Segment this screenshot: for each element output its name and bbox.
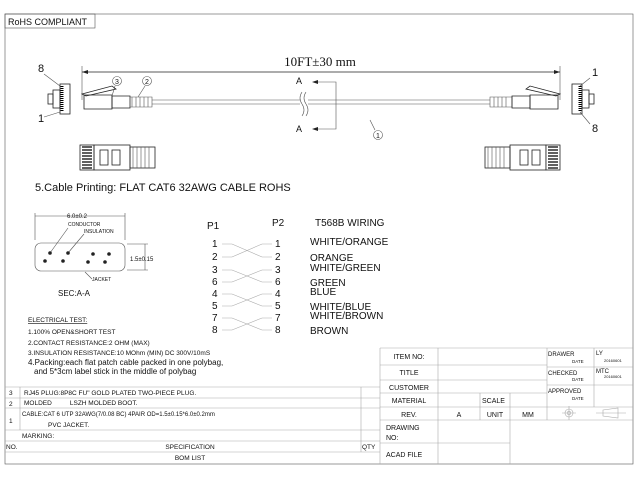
cable-printing-note: 5.Cable Printing: FLAT CAT6 32AWG CABLE ROHS [35,182,291,194]
wire-color: GREEN [310,278,346,289]
wiring-p2-pin: 4 [275,289,281,300]
svg-text:DRAWER: DRAWER [548,352,575,358]
wire-pair-crossing [222,294,272,306]
wiring-p1-pin: 6 [212,277,218,288]
wiring-p2-pin: 2 [275,252,281,263]
wiring-p1-pin: 2 [212,252,218,263]
svg-text:LY: LY [596,351,603,357]
svg-text:DATE: DATE [572,377,584,382]
wiring-p1-pin: 4 [212,289,218,300]
svg-text:ACAD FILE: ACAD FILE [386,452,423,459]
wire-color: WHITE/BROWN [310,311,384,322]
svg-text:20160601: 20160601 [604,358,622,363]
left-plug-side-view [82,86,152,109]
svg-text:1.100% OPEN&SHORT TEST: 1.100% OPEN&SHORT TEST [28,329,116,336]
first-angle-projection-icon [562,406,626,420]
svg-text:A: A [456,412,462,419]
wiring-p2-pin: 7 [275,313,281,324]
pin-label: 8 [592,123,599,135]
callout-2 [143,77,152,87]
right-connector-end-view [572,84,594,114]
svg-text:SPECIFICATION: SPECIFICATION [165,444,215,451]
svg-text:P2: P2 [272,218,285,229]
svg-text:MM: MM [522,412,534,419]
svg-text:DRAWING: DRAWING [386,425,420,432]
wire-color: BROWN [310,326,349,337]
svg-text:INSULATION: INSULATION [84,229,114,235]
section-marker: A [296,76,303,86]
svg-text:3: 3 [9,390,13,397]
electrical-test-notes [28,317,223,376]
svg-text:JACKET: JACKET [92,277,112,283]
svg-text:SCALE: SCALE [482,398,505,405]
rohs-label: RoHS COMPLIANT [8,17,88,27]
svg-text:RJ45 PLUG:8P8C FU" GOLD PLATE: RJ45 PLUG:8P8C FU" GOLD PLATED TWO-PIECE PLUG. [24,390,197,397]
svg-text:2: 2 [145,79,149,86]
svg-text:P1: P1 [207,221,220,232]
svg-text:1: 1 [376,133,380,140]
svg-text:CABLE:CAT 6 UTP 32AWG(7/0.08: CABLE:CAT 6 UTP 32AWG(7/0.08 BC) 4PAIR OD=1.5±0.15*6.0±0.2mm [22,412,215,418]
svg-text:MOLDED LSZH MOLDED BO: MOLDED LSZH MOLDED BOOT. [24,400,138,407]
svg-text:NO.: NO. [6,444,18,451]
length-dimension: 10FT±30 mm [284,54,356,69]
svg-text:DATE: DATE [572,396,584,401]
wiring-p1-pin: 5 [212,301,218,312]
left-plug-top-view [80,145,155,170]
svg-text:4.Packing:each flat patch cabl: 4.Packing:each flat patch cable packed in one polybag, [28,358,224,367]
wire-pair-crossing [222,244,272,257]
svg-text:and 5*3cm label stick in the m: and 5*3cm label stick in the middle of polybag [34,367,197,376]
wiring-diagram [207,218,389,337]
wire-color: WHITE/BLUE [310,302,372,313]
svg-text:CHECKED: CHECKED [548,371,578,377]
callout-3 [113,77,122,87]
svg-text:2: 2 [9,401,13,408]
callout-1 [374,131,383,141]
svg-text:MTC: MTC [596,369,609,375]
left-connector-end-view [48,84,70,114]
wiring-p2-pin: 8 [275,325,281,336]
svg-text:UNIT: UNIT [486,412,504,419]
svg-text:QTY: QTY [362,444,376,451]
wire-color: ORANGE [310,253,354,264]
svg-text:DATE: DATE [572,359,584,364]
pin-label: 1 [592,67,599,79]
svg-text:MATERIAL: MATERIAL [391,398,427,405]
wire-pair-crossing [222,270,272,282]
svg-text:2.CONTACT RESISTANCE:2 OHM (MA: 2.CONTACT RESISTANCE:2 OHM (MAX) [28,340,150,347]
svg-text:3.INSULATION RESISTANCE:10 MOh: 3.INSULATION RESISTANCE:10 MOhm (MIN) DC 300V/10mS [28,350,211,357]
svg-text:T568B WIRING: T568B WIRING [315,218,385,229]
svg-text:20160601: 20160601 [604,374,622,379]
svg-text:PVC JACKET.: PVC JACKET. [48,422,90,429]
wiring-p2-pin: 5 [275,301,281,312]
svg-text:ELECTRICAL TEST:: ELECTRICAL TEST: [28,317,88,324]
svg-text:CONDUCTOR: CONDUCTOR [68,222,101,228]
svg-text:REV.: REV. [401,412,417,419]
svg-text:1: 1 [9,418,13,425]
wiring-p2-pin: 6 [275,277,281,288]
section-marker: A [296,124,303,134]
svg-text:NO:: NO: [386,435,399,442]
wiring-p1-pin: 3 [212,265,218,276]
wiring-p1-pin: 1 [212,239,218,250]
right-plug-top-view [485,145,560,170]
section-title: SEC:A-A [58,289,91,298]
svg-text:3: 3 [115,79,119,86]
bom-table [5,387,380,462]
pin-label: 8 [38,63,45,75]
svg-text:6.0±0.2: 6.0±0.2 [67,214,87,220]
wiring-p1-pin: 7 [212,313,218,324]
svg-text:1.5±0.15: 1.5±0.15 [130,257,154,263]
pin-label: 1 [38,113,45,125]
svg-text:CUSTOMER: CUSTOMER [389,385,429,392]
title-block [380,348,633,464]
cable-cross-section [35,213,154,298]
svg-text:MARKING:: MARKING: [22,433,55,440]
svg-text:ITEM NO:: ITEM NO: [393,354,425,361]
svg-text:APPROVED: APPROVED [548,389,582,395]
wire-color: WHITE/ORANGE [310,237,389,248]
wire-color: WHITE/GREEN [310,263,381,274]
right-plug-side-view [490,86,560,109]
wiring-p1-pin: 8 [212,325,218,336]
svg-text:BOM LIST: BOM LIST [174,455,206,462]
svg-text:TITLE: TITLE [399,370,419,377]
wire-color: BLUE [310,287,337,298]
wiring-p2-pin: 1 [275,239,281,250]
wire-pair-crossing [222,318,272,330]
wiring-p2-pin: 3 [275,265,281,276]
